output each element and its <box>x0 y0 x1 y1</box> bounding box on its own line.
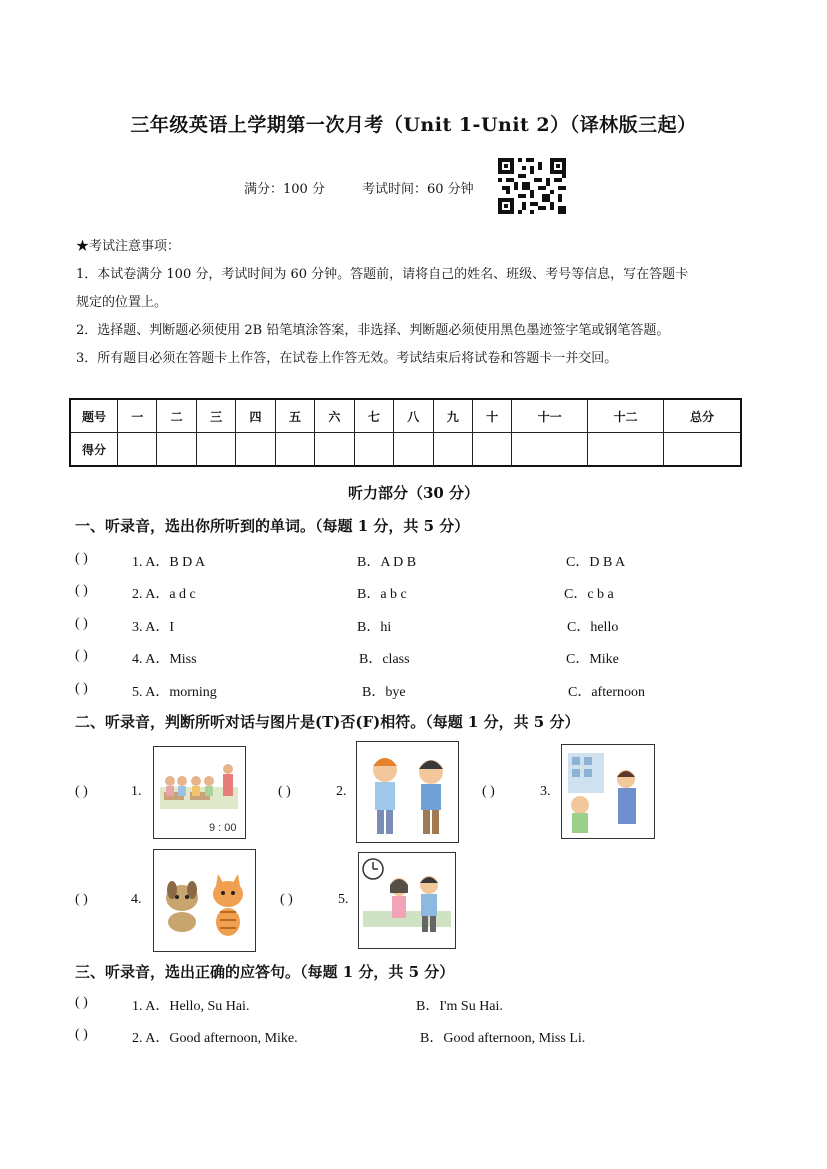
question-option-b: B．Good afternoon, Miss Li. <box>420 1031 586 1046</box>
question-option-a: 2. A．Good afternoon, Mike. <box>132 1031 298 1046</box>
section-3-title: 三、听录音，选出正确的应答句。（每题 1 分，共 5 分） <box>75 963 455 981</box>
question-option-b: B．hi <box>357 620 392 635</box>
question-number: 4. <box>131 892 142 907</box>
score-cell[interactable] <box>275 433 314 467</box>
question-option-a: 3. A．I <box>132 620 174 635</box>
question-option-a: 1. A．B D A <box>132 555 206 570</box>
note-item-3: 3．所有题目必须在答题卡上作答，在试卷上作答无效。考试结束后将试卷和答题卡一并交回。 <box>76 351 618 366</box>
score-table-score-row <box>70 433 741 467</box>
score-cell[interactable] <box>512 433 588 467</box>
score-header-cell: 一 <box>118 399 157 433</box>
question-option-c: C．hello <box>567 620 619 635</box>
answer-blank[interactable]: ( ) <box>75 995 88 1010</box>
question-option-b: B．class <box>359 652 410 667</box>
note-item-1: 1．本试卷满分 100 分，考试时间为 60 分钟。答题前，请将自己的姓名、班级、考号等信息，写在答题卡 <box>76 267 689 282</box>
answer-blank[interactable]: ( ) <box>482 784 495 799</box>
score-header-cell: 十二 <box>588 399 664 433</box>
answer-blank[interactable]: ( ) <box>75 616 88 631</box>
question-number: 5. <box>338 892 349 907</box>
score-header-cell: 五 <box>275 399 314 433</box>
answer-blank[interactable]: ( ) <box>75 892 88 907</box>
answer-blank[interactable]: ( ) <box>75 648 88 663</box>
answer-blank[interactable]: ( ) <box>278 784 291 799</box>
question-option-c: C．D B A <box>566 555 626 570</box>
answer-blank[interactable]: ( ) <box>75 1027 88 1042</box>
score-header-cell: 九 <box>433 399 472 433</box>
notes-heading: ★考试注意事项： <box>76 239 181 254</box>
question-option-b: B．bye <box>362 685 406 700</box>
score-header-cell: 二 <box>157 399 196 433</box>
score-header-cell: 十一 <box>512 399 588 433</box>
section-1-title: 一、听录音，选出你所听到的单词。（每题 1 分，共 5 分） <box>75 517 470 535</box>
section-2-title: 二、听录音，判断所听对话与图片是(T)否(F)相符。（每题 1 分，共 5 分） <box>75 713 580 731</box>
score-header-cell: 总分 <box>664 399 742 433</box>
question-option-a: 1. A．Hello, Su Hai. <box>132 999 250 1014</box>
score-header-cell: 七 <box>354 399 393 433</box>
picture-classroom <box>153 746 246 839</box>
full-marks: 满分：100 分 <box>244 182 325 197</box>
page-title: 三年级英语上学期第一次月考（Unit 1-Unit 2）（译林版三起） <box>130 114 697 136</box>
question-option-c: C．afternoon <box>568 685 645 700</box>
question-option-c: C．c b a <box>564 587 614 602</box>
question-option-b: B．I'm Su Hai. <box>416 999 503 1014</box>
question-number: 3. <box>540 784 551 799</box>
score-cell[interactable] <box>118 433 157 467</box>
picture-dog-and-cat <box>153 849 256 952</box>
answer-blank[interactable]: ( ) <box>75 784 88 799</box>
qr-code-icon <box>498 158 566 214</box>
score-header-cell: 四 <box>236 399 275 433</box>
score-header-cell: 题号 <box>70 399 118 433</box>
picture-two-boys <box>356 741 459 843</box>
picture-boy-girl-clock <box>358 852 456 949</box>
score-cell[interactable] <box>472 433 511 467</box>
score-table-header-row <box>70 399 741 433</box>
answer-blank[interactable]: ( ) <box>75 583 88 598</box>
question-option-a: 5. A．morning <box>132 685 217 700</box>
score-cell[interactable] <box>394 433 433 467</box>
question-option-a: 2. A．a d c <box>132 587 196 602</box>
score-cell[interactable] <box>354 433 393 467</box>
listening-part-title: 听力部分（30 分） <box>347 484 480 502</box>
note-item-1-cont: 规定的位置上。 <box>76 295 168 310</box>
score-header-cell: 十 <box>472 399 511 433</box>
score-cell[interactable] <box>664 433 742 467</box>
score-cell[interactable] <box>236 433 275 467</box>
score-table <box>69 398 742 467</box>
score-cell[interactable] <box>157 433 196 467</box>
score-cell[interactable] <box>433 433 472 467</box>
score-header-cell: 六 <box>315 399 354 433</box>
answer-blank[interactable]: ( ) <box>75 681 88 696</box>
question-option-b: B．a b c <box>357 587 407 602</box>
question-number: 1. <box>131 784 142 799</box>
exam-time: 考试时间：60 分钟 <box>362 182 474 197</box>
score-cell[interactable] <box>315 433 354 467</box>
score-header-cell: 三 <box>196 399 235 433</box>
question-option-c: C．Mike <box>566 652 619 667</box>
question-option-a: 4. A．Miss <box>132 652 197 667</box>
answer-blank[interactable]: ( ) <box>280 892 293 907</box>
score-row-label: 得分 <box>70 433 118 467</box>
score-cell[interactable] <box>588 433 664 467</box>
picture-teacher-student <box>561 744 655 839</box>
question-number: 2. <box>336 784 347 799</box>
score-cell[interactable] <box>196 433 235 467</box>
note-item-2: 2．选择题、判断题必须使用 2B 铅笔填涂答案，非选择、判断题必须使用黑色墨迹签字笔或钢笔答题。 <box>76 323 670 338</box>
score-header-cell: 八 <box>394 399 433 433</box>
answer-blank[interactable]: ( ) <box>75 551 88 566</box>
clock-text: 9 : 00 <box>209 822 237 834</box>
question-option-b: B．A D B <box>357 555 417 570</box>
